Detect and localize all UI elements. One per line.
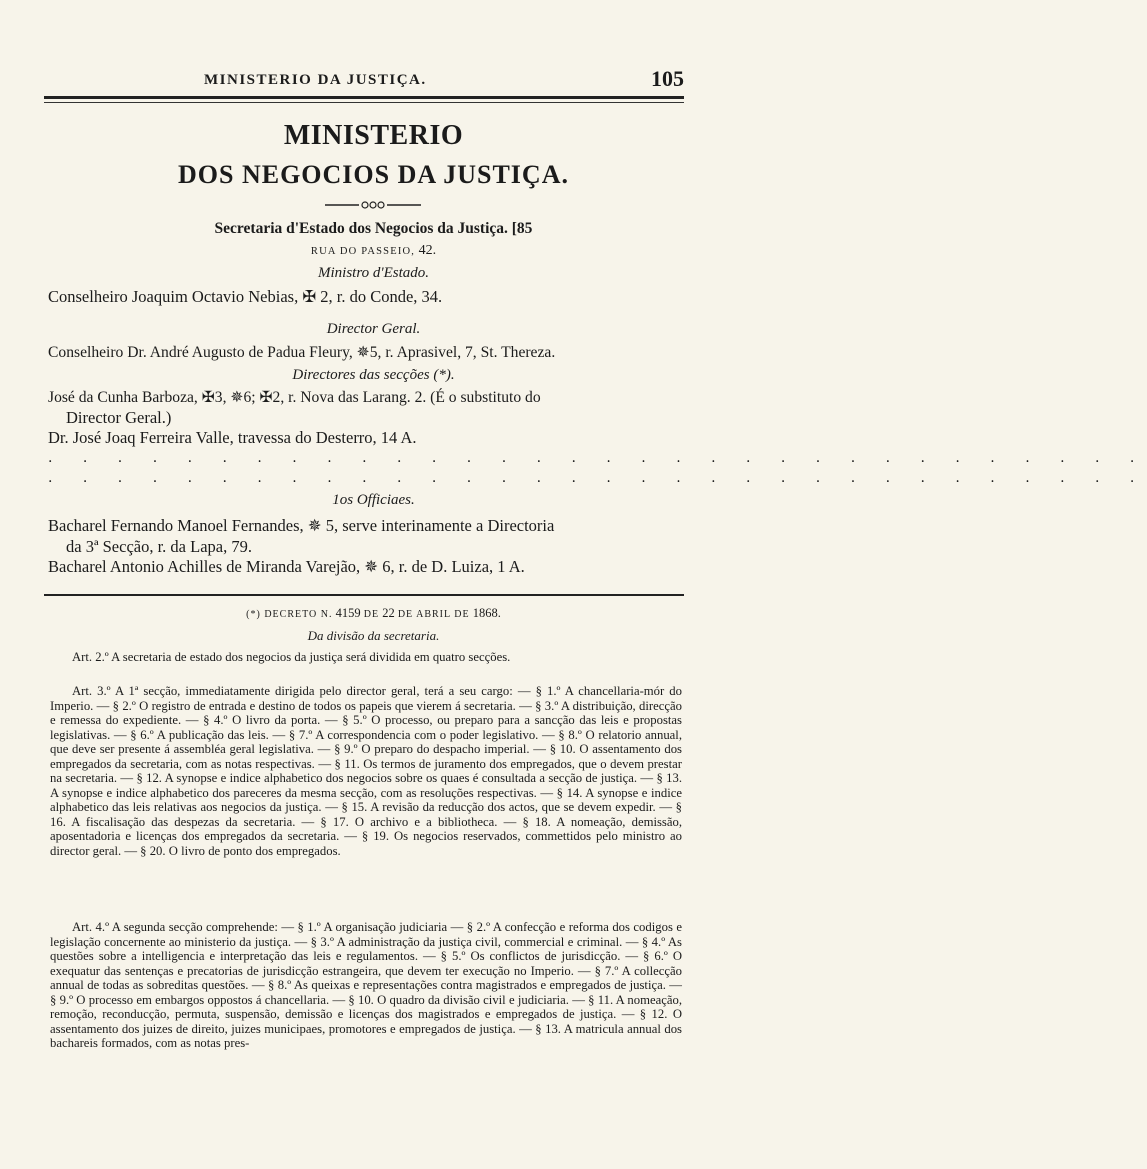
decree-year: 1868. <box>472 606 501 620</box>
footnote-subtitle: Da divisão da secretaria. <box>307 628 440 643</box>
ministro-label: Ministro d'Estado. <box>318 265 429 281</box>
footnote-article-3: Art. 3.º A 1ª secção, immediatamente dirigida pelo director geral, terá a seu cargo: — § 1.º A chancellaria-mór do Imperio. — § 2.º O registro de entrada e destino de todos os papeis que vierem á secretaria. — § 3.º A distribuição, direcção e remessa do expediente. — § 4.º O livro da porta. — § 5.º O processo, ou preparo para a sancção das leis e propostas legislativas. — § 6.º A publicação das leis. — § 7.º A correspondencia com o poder legislativo. — § 8.º O relatorio annual, que deve ser presente á assembléa geral legislativa. — § 9.º O preparo do despacho imperial. — § 10. O assentamento dos empregados da secretaria, com as notas respectivas. — § 11. Os termos de juramento dos empregados, que o devem prestar na secretaria. — § 12. A synopse e indice alphabetico dos negocios sobre os quaes é consultada a secção de justiça. — § 13. A synopse e indice alphabetico dos pareceres da mesma secção, com as resoluções respectivas. — § 14. A synopse e indice alphabetico das leis relativas aos negocios da justiça. — § 15. A revisão da reducção dos actos, que se devem expedir. — § 16. A fiscalisação das despezas da secretaria. — § 17. O archivo e a bibliotheca. — § 18. A nomeação, demissão, aposentadoria e licenças dos empregados da secretaria. — § 19. Os negocios reservados, commettidos pelo ministro ao director geral. — § 20. O livro de ponto dos empregados. <box>50 684 682 859</box>
ministro-entry: Conselheiro Joaquim Octavio Nebias, ✠ 2, r. do Conde, 34. <box>48 287 443 306</box>
header-rule-thin <box>44 102 684 103</box>
officiaes-entry-1: Bacharel Fernando Manoel Fernandes, ✵ 5, serve interinamente a Directoria <box>48 516 555 535</box>
page-number: 105 <box>651 66 684 91</box>
ornament-divider-icon <box>323 200 423 210</box>
footnote-article-4: Art. 4.º A segunda secção comprehende: — § 1.º A organisação judiciaria — § 2.º A confecção e reforma dos codigos e legislação concernente ao ministerio da justiça. — § 3.º A administração da justiça civil, commercial e criminal. — § 4.º As questões sobre a intelligencia e interpretação das leis e regulamentos. — § 5.º Os conflictos de jurisdicção. — § 6.º O exequatur das sentenças e precatorias de jurisdicção estrangeira, que devem ter execução no Imperio. — § 7.º A collecção annual de todas as sobreditas questões. — § 8.º As queixas e representações contra magistrados e empregados de justiça. — § 9.º O processo em embargos oppostos á chancellaria. — § 10. O quadro da divisão civil e judiciaria. — § 11. A nomeação, remoção, reconducção, permuta, suspensão, demissão e licenças dos magistrados e empregados de justiça. — § 12. O assentamento dos juizes de direito, juizes municipaes, promotores e empregados de justiça. — § 13. A matricula annual dos bachareis formados, com as notas pres- <box>50 920 682 1051</box>
decree-day: 22 <box>382 606 395 620</box>
director-label: Director Geral. <box>326 321 421 337</box>
footnote-heading <box>0 606 747 621</box>
footnote-rule <box>44 594 684 596</box>
decree-number: 4159 <box>335 606 361 620</box>
ellipsis-row: . . . . . . . . . . . . . . . . . . . . . . . . . . . . . . . . <box>48 470 1147 486</box>
officiaes-entry-1-cont: da 3ª Secção, r. da Lapa, 79. <box>66 537 252 556</box>
footnote-article-2: Art. 2.º A secretaria de estado dos negocios da justiça será dividida em quatro secções. <box>72 650 511 664</box>
address-street: RUA DO PASSEIO, <box>310 246 416 257</box>
officiaes-entry-2: Bacharel Antonio Achilles de Miranda Varejão, ✵ 6, r. de D. Luiza, 1 A. <box>48 557 525 576</box>
secretaria-address <box>0 243 747 259</box>
running-header-title: MINISTERIO DA JUSTIÇA. <box>204 72 427 88</box>
decree-prefix: (*) DECRETO N. <box>246 609 333 620</box>
decree-date-mid: DE ABRIL DE <box>397 609 470 620</box>
directores-entry-1: José da Cunha Barboza, ✠3, ✵6; ✠2, r. Nova das Larang. 2. (É o substituto do <box>48 389 541 406</box>
address-number: 42. <box>418 243 437 258</box>
directores-label: Directores das secções (*). <box>292 367 455 383</box>
header-rule <box>44 96 684 99</box>
section-title: MINISTERIO <box>283 120 464 151</box>
officiaes-label: 1os Officiaes. <box>332 492 415 508</box>
ellipsis-row: . . . . . . . . . . . . . . . . . . . . . . . . . . . . . . . . <box>48 450 1147 466</box>
directores-entry-2: Dr. José Joaq Ferreira Valle, travessa do Desterro, 14 A. <box>48 428 417 447</box>
running-header <box>44 66 684 96</box>
directores-entry-1-cont: Director Geral.) <box>66 408 172 427</box>
decree-date-prefix: DE <box>363 609 380 620</box>
section-subtitle: DOS NEGOCIOS DA JUSTIÇA. <box>178 160 569 189</box>
director-entry: Conselheiro Dr. André Augusto de Padua Fleury, ✵5, r. Aprasivel, 7, St. Thereza. <box>48 344 556 361</box>
secretaria-title: Secretaria d'Estado dos Negocios da Justiça. [85 <box>214 220 533 237</box>
